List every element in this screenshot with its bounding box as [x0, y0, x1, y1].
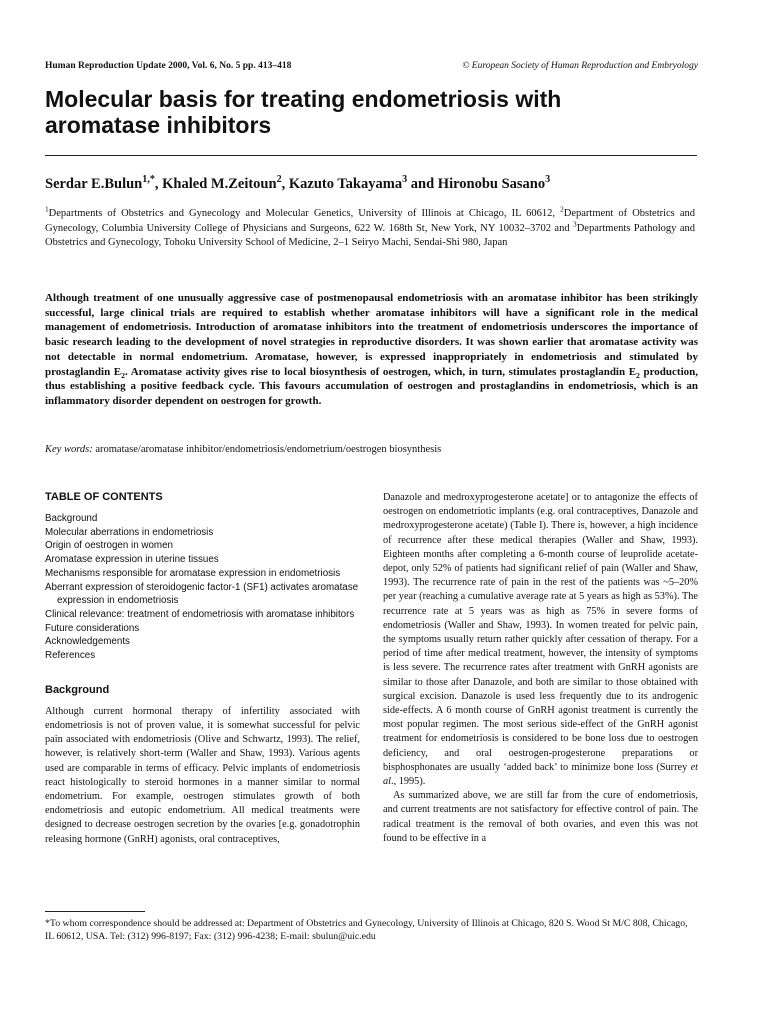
affiliation-mark: 1	[45, 204, 49, 214]
subscript: 2	[121, 370, 125, 380]
author-affiliation-mark: 2	[276, 174, 282, 186]
copyright-line: © European Society of Human Reproduction and Embryology	[462, 61, 698, 71]
toc-item[interactable]: Background	[45, 513, 98, 524]
author-affiliation-mark: 1,*	[142, 174, 155, 186]
table-of-contents	[45, 512, 360, 663]
author-name: Hironobu Sasano	[437, 176, 546, 192]
paragraph-text: Danazole and medroxyprogesterone acetate] or to antagonize the effects of oestrogen on endometriotic implants (e.g. oral contraceptives, Danazole and medroxyprogesterone acetate) (Table I). There is, however, a high incidence of recurrence after these medical therapies (Waller and Shaw, 1993). Eighteen months after completing a 6-month course of leuprolide acetate-depot, only 52% of patients had significant relief of pain (Waller and Shaw, 1993). The recurrence rate of pain in the rest of the patients was ~5–20% per year (reaching a cumulative average rate at 5 years as high as 53%). The recurrence rate at 5 years was as high as 75% in severe forms of endometriosis (Waller and Shaw, 1993). In women treated for pelvic pain, the symptoms usually return rather quickly after cessation of therapy. For a period of time after medical treatment, however, the intensity of symptoms is less severe. The recurrence rates after treatment with GnRH agonists are similar to those after Danazole, and both are similar to those obtained with surgical excision. Danazole is used less frequently due to its androgenic side-effects. A 6 month course of GnRH agonist treatment is currently the most popular regimen. The most serious side-effect of the GnRH agonist treatment for endometriosis is considered to be bone loss due to oestrogen deficiency, and oral oestrogen-progesterone preparations or bisphosphonates are usually ‘added back’ to minimize bone loss (Surrey	[383, 492, 698, 773]
correspondence-footnote: *To whom correspondence should be addressed at: Department of Obstetrics and Gynecology, University of Illinois at Chicago, 820 S. Wood St M/C 808, Chicago, IL 60612, USA. Tel: (312) 996-8197; Fax: (312) 996-4238; E-mail: sbulun@uic.edu	[45, 918, 688, 942]
affiliation-mark: 3	[573, 219, 577, 228]
affiliation-text: Department of Obstetrics and Gynecology, Columbia University College of Physicians and Surgeons, 622 W. 168th St, New York, NY 10032–3702 and	[45, 208, 695, 234]
body-paragraph	[383, 491, 698, 789]
toc-item[interactable]: Aberrant expression of steroidogenic factor-1 (SF1) activates aromatase expression in endometriosis	[45, 581, 359, 607]
author-separator: ,	[281, 176, 289, 192]
author-name: Serdar E.Bulun	[45, 176, 143, 192]
abstract-text: Although treatment of one unusually aggressive case of postmenopausal endometriosis with an aromatase inhibitor has been strikingly successful, large clinical trials are required to establish whether aromatase inhibitors will have a significant role in the medical management of endometriosis. Introduction of aromatase inhibitors into the treatment of endometriosis underscores the importance of basic research leading to the development of novel strategies in reproductive disorders. It was shown earlier that aromatase activity was not detectable in normal endometrium. Aromatase, however, is expressed inappropriately in endometriosis and stimulated by prostaglandin E	[45, 292, 698, 378]
author-affiliation-mark: 3	[402, 174, 408, 186]
author-name: Khaled M.Zeitoun	[162, 176, 277, 192]
paragraph-text: ., 1995).	[391, 776, 426, 788]
toc-item[interactable]: Future considerations	[45, 622, 140, 634]
title-divider	[45, 155, 697, 156]
left-column	[45, 491, 360, 847]
author-list	[45, 176, 705, 193]
body-paragraph: As summarized above, we are still far from the cure of endometriosis, and current treatments are not satisfactory for effective control of pain. The radical treatment is the removal of both ovaries, and even this was not found to be effective in a	[383, 790, 698, 844]
paragraph-italic: et al	[383, 761, 698, 788]
author-separator: ,	[154, 176, 163, 192]
abstract-text: . Aromatase activity gives rise to local biosynthesis of oestrogen, which, in turn, stimulates prostaglandin E	[125, 365, 637, 378]
footnote-divider	[45, 911, 145, 912]
author-affiliation-mark: 3	[545, 174, 551, 186]
toc-item[interactable]: Acknowledgements	[45, 636, 130, 648]
right-column	[383, 491, 698, 846]
author-name: Kazuto Takayama	[288, 176, 403, 192]
toc-item[interactable]: Mechanisms responsible for aromatase expression in endometriosis	[45, 567, 341, 579]
affiliation-text: Departments of Obstetrics and Gynecology and Molecular Genetics, University of Illinois at Chicago, IL 60612,	[48, 208, 561, 219]
affiliation-mark: 2	[560, 204, 564, 214]
abstract-text: production, thus establishing a positive feedback cycle. This favours accumulation of oestrogen and prostaglandins in endometriosis, which is an inflammatory disorder dependent on oestrogen for growth.	[45, 365, 698, 407]
keywords	[45, 443, 698, 457]
keywords-text: aromatase/aromatase inhibitor/endometriosis/endometrium/oestrogen biosynthesis	[92, 444, 442, 455]
article-title	[45, 86, 705, 138]
affiliations	[45, 204, 695, 251]
title-line-1: Molecular basis for treating endometriosis with	[45, 86, 562, 112]
abstract	[45, 291, 698, 409]
title-line-2: aromatase inhibitors	[45, 112, 272, 138]
keywords-label: Key words:	[45, 444, 93, 455]
author-separator: and	[407, 176, 438, 192]
journal-citation: Human Reproduction Update 2000, Vol. 6, No. 5 pp. 413–418	[45, 61, 292, 71]
toc-item[interactable]: Clinical relevance: treatment of endometriosis with aromatase inhibitors	[45, 608, 355, 620]
toc-item[interactable]: Molecular aberrations in endometriosis	[45, 526, 214, 538]
subscript: 2	[636, 370, 640, 380]
background-heading: Background	[45, 683, 110, 696]
background-paragraph: Although current hormonal therapy of infertility associated with endometriosis is not of proven value, it is somewhat successful for pelvic pain associated with endometriosis (Olive and Schwartz, 1993). The relief, however, is relatively short-term (Waller and Shaw, 1993). Various agents used are comparable in terms of efficacy. Pelvic implants of endometriosis react histologically to steroid hormones in a manner similar to normal endometrium. For example, oestrogen stimulates growth of both endometriosis and eutopic endometrium. All medical treatments were designed to decrease oestrogen secretion by the ovaries [e.g. gonadotrophin releasing hormone (GnRH) agonists, oral contraceptives,	[45, 705, 360, 845]
toc-item[interactable]: Aromatase expression in uterine tissues	[45, 554, 219, 566]
affiliation-text: Departments Pathology and Obstetrics and Gynecology, Tohoku University School of Medicine, 2–1 Seiryo Machi, Sendai-Shi 980, Japan	[45, 222, 695, 248]
toc-heading: TABLE OF CONTENTS	[45, 491, 163, 503]
toc-item[interactable]: Origin of oestrogen in women	[45, 540, 173, 552]
toc-item[interactable]: References	[45, 650, 96, 662]
